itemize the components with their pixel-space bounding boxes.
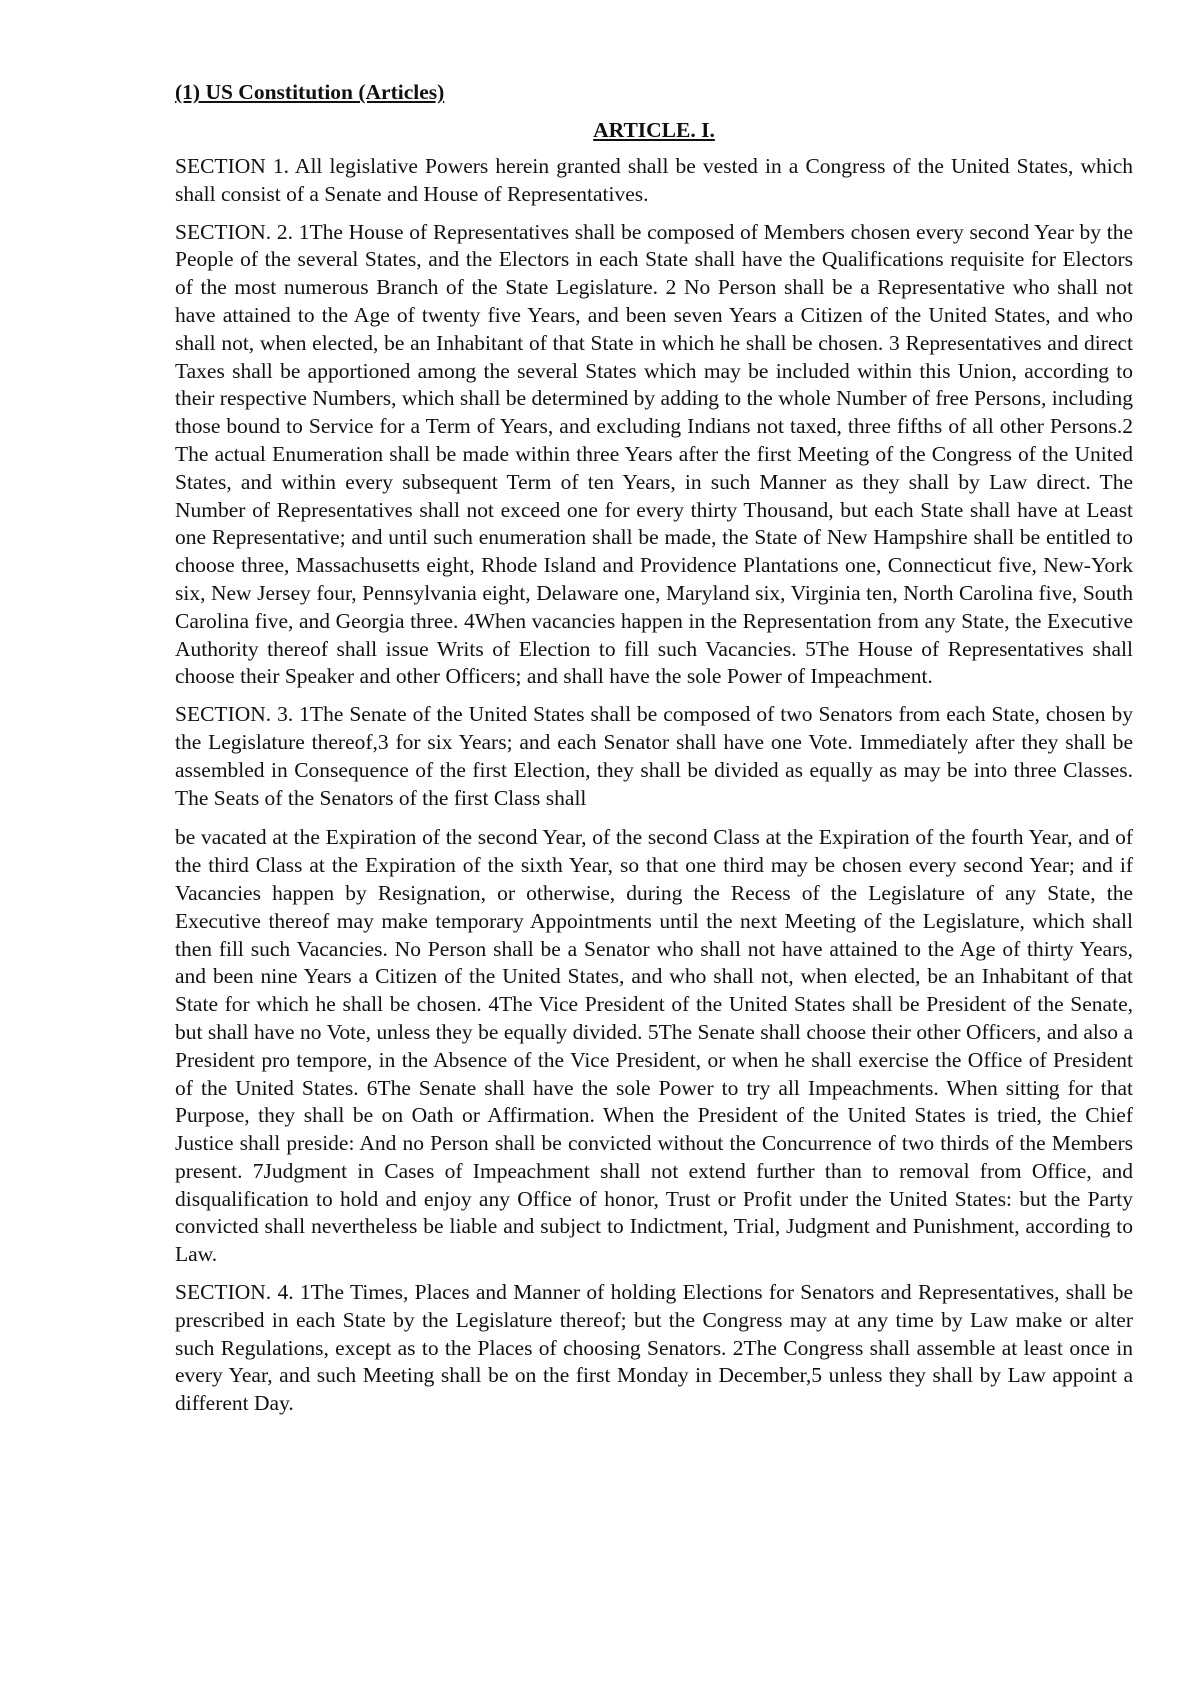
document-page <box>175 78 1133 1428</box>
paragraph-section-3-part-1: SECTION. 3. 1The Senate of the United States shall be composed of two Senators from each State, chosen by the Legislature thereof,3 for six Years; and each Senator shall have one Vote. Immediately after they shall be assembled in Consequence of the first Election, they shall be divided as equally as may be into three Classes. The Seats of the Senators of the first Class shall <box>175 702 1133 810</box>
paragraph-section-3-part-2: be vacated at the Expiration of the second Year, of the second Class at the Expiration of the fourth Year, and of the third Class at the Expiration of the sixth Year, so that one third may be chosen every second Year; and if Vacancies happen by Resignation, or otherwise, during the Recess of the Legislature of any State, the Executive thereof may make temporary Appointments until the next Meeting of the Legislature, which shall then fill such Vacancies. No Person shall be a Senator who shall not have attained to the Age of thirty Years, and been nine Years a Citizen of the United States, and who shall not, when elected, be an Inhabitant of that State for which he shall be chosen. 4The Vice President of the United States shall be President of the Senate, but shall have no Vote, unless they be equally divided. 5The Senate shall choose their other Officers, and also a President pro tempore, in the Absence of the Vice President, or when he shall exercise the Office of President of the United States. 6The Senate shall have the sole Power to try all Impeachments. When sitting for that Purpose, they shall be on Oath or Affirmation. When the President of the United States is tried, the Chief Justice shall preside: And no Person shall be convicted without the Concurrence of two thirds of the Members present. 7Judgment in Cases of Impeachment shall not extend further than to removal from Office, and disqualification to hold and enjoy any Office of honor, Trust or Profit under the United States: but the Party convicted shall nevertheless be liable and subject to Indictment, Trial, Judgment and Punishment, according to Law. <box>175 825 1133 1267</box>
paragraph-section-2: SECTION. 2. 1The House of Representatives shall be composed of Members chosen every second Year by the People of the several States, and the Electors in each State shall have the Qualifications requisite for Electors of the most numerous Branch of the State Legislature. 2 No Person shall be a Representative who shall not have attained to the Age of twenty five Years, and been seven Years a Citizen of the United States, and who shall not, when elected, be an Inhabitant of that State in which he shall be chosen. 3 Representatives and direct Taxes shall be apportioned among the several States which may be included within this Union, according to their respective Numbers, which shall be determined by adding to the whole Number of free Persons, including those bound to Service for a Term of Years, and excluding Indians not taxed, three fifths of all other Persons.2 The actual Enumeration shall be made within three Years after the first Meeting of the Congress of the United States, and within every subsequent Term of ten Years, in such Manner as they shall by Law direct. The Number of Representatives shall not exceed one for every thirty Thousand, but each State shall have at Least one Representative; and until such enumeration shall be made, the State of New Hampshire shall be entitled to choose three, Massachusetts eight, Rhode Island and Providence Plantations one, Connecticut five, New-York six, New Jersey four, Pennsylvania eight, Delaware one, Maryland six, Virginia ten, North Carolina five, South Carolina five, and Georgia three. 4When vacancies happen in the Representation from any State, the Executive Authority thereof shall issue Writs of Election to fill such Vacancies. 5The House of Representatives shall choose their Speaker and other Officers; and shall have the sole Power of Impeachment. <box>175 219 1133 689</box>
paragraph-section-4: SECTION. 4. 1The Times, Places and Manner of holding Elections for Senators and Representatives, shall be prescribed in each State by the Legislature thereof; but the Congress may at any time by Law make or alter such Regulations, except as to the Places of choosing Senators. 2The Congress shall assemble at least once in every Year, and such Meeting shall be on the first Monday in December,5 unless they shall by Law appoint a different Day. <box>175 1280 1133 1416</box>
paragraph-section-1: SECTION 1. All legislative Powers herein granted shall be vested in a Congress of the United States, which shall consist of a Senate and House of Representatives. <box>175 154 1133 206</box>
document-title: (1) US Constitution (Articles) <box>175 80 445 104</box>
article-heading: ARTICLE. I. <box>593 118 715 142</box>
